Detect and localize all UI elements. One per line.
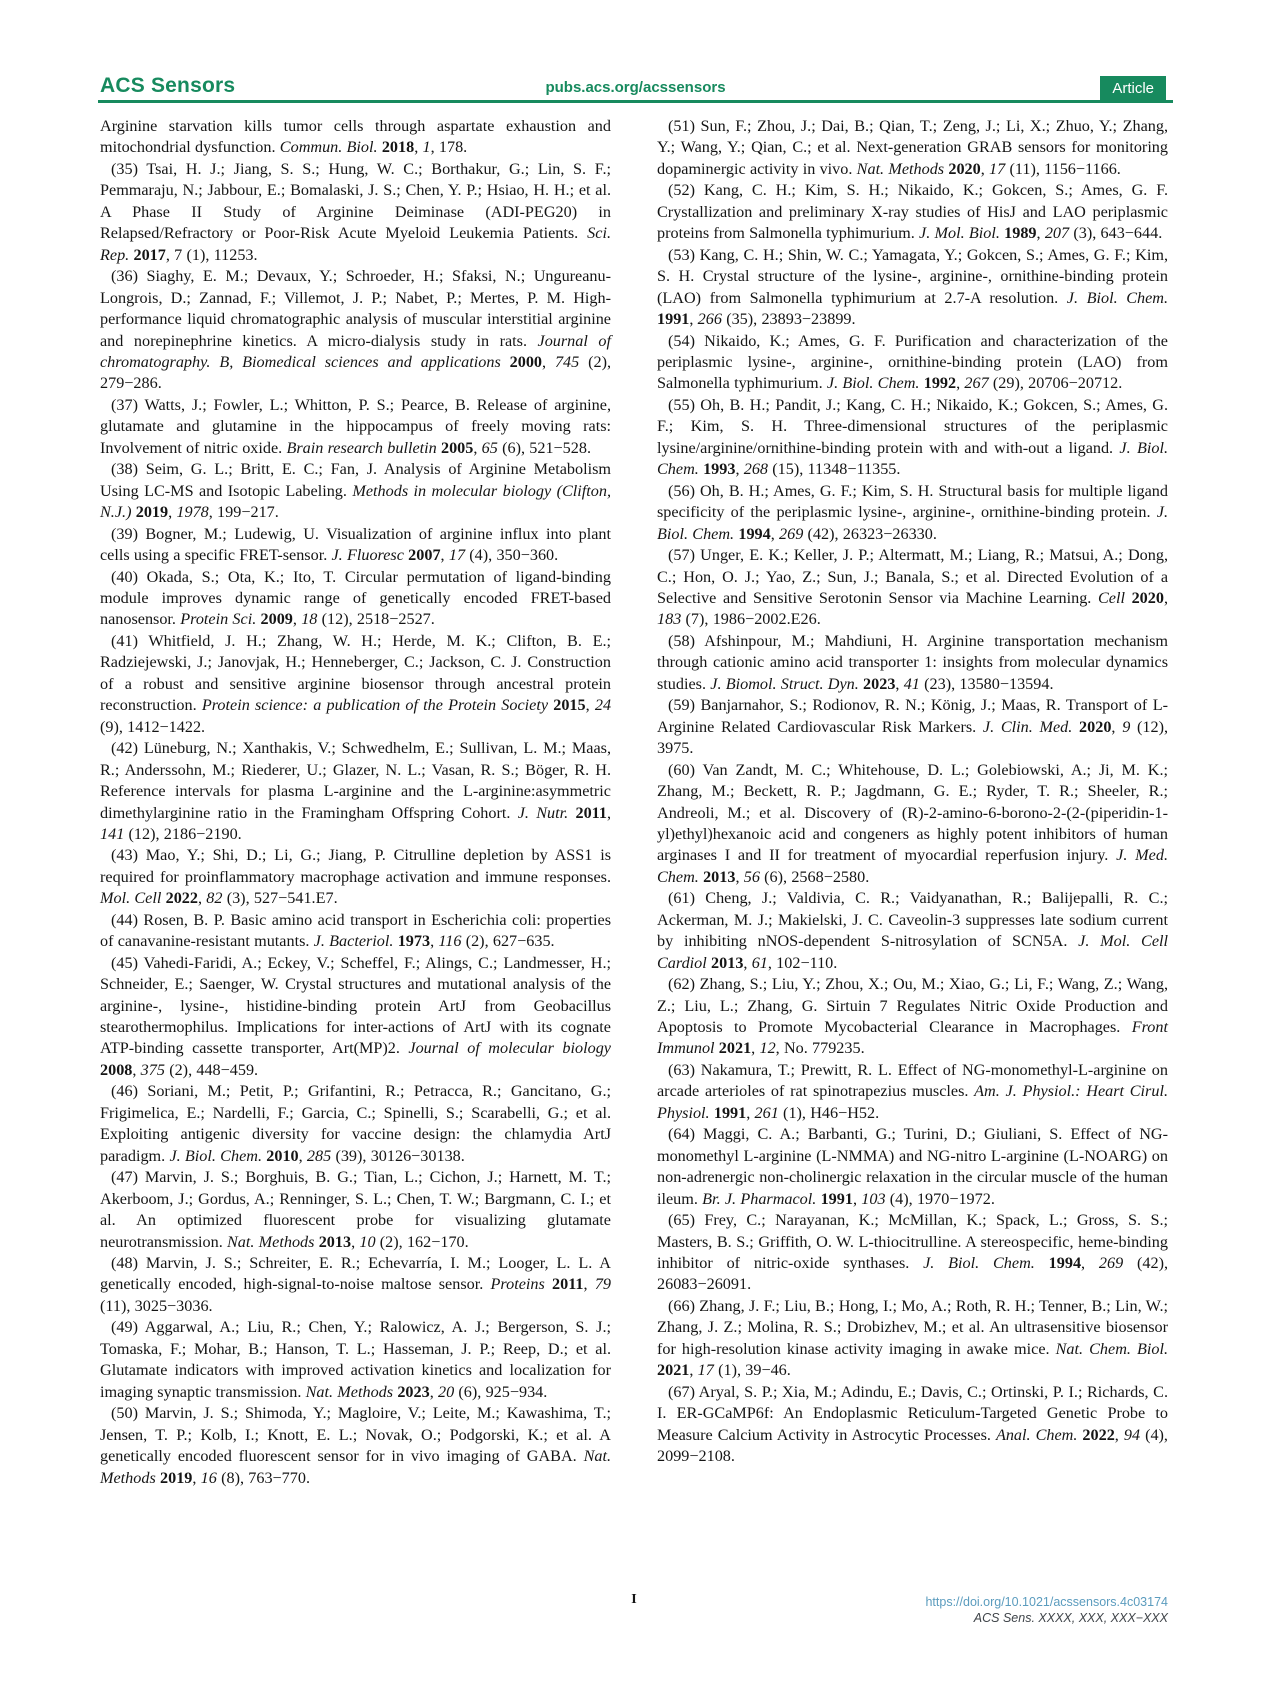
reference-entry: (62) Zhang, S.; Liu, Y.; Zhou, X.; Ou, M.; Xiao, G.; Li, F.; Wang, Z.; Wang, Z.; Liu, L.; Zhang, G. Sirtuin 7 Regulates Nitric Oxide Production and Apoptosis to Promote Mycobacterial Clearance in Macrophages. Front Immunol 2021, 12, No. 779235. — [657, 975, 1168, 1058]
references-column-right — [657, 116, 1168, 1489]
reference-entry: (52) Kang, C. H.; Kim, S. H.; Nikaido, K.; Gokcen, S.; Ames, G. F. Crystallization and preliminary X-ray studies of HisJ and LAO periplasmic proteins from Salmonella typhimurium. J. Mol. Biol. 1989, 207 (3), 643−644. — [657, 181, 1168, 243]
reference-entry: (51) Sun, F.; Zhou, J.; Dai, B.; Qian, T.; Zeng, J.; Li, X.; Zhuo, Y.; Zhang, Y.; Wang, Y.; Qian, C.; et al. Next-generation GRAB sensors for monitoring dopaminergic activity in vivo. Nat. Methods 2020, 17 (11), 1156−1166. — [657, 117, 1168, 178]
reference-entry: (44) Rosen, B. P. Basic amino acid transport in Escherichia coli: properties of canavanine-resistant mutants. J. Bacteriol. 1973, 116 (2), 627−635. — [100, 910, 611, 951]
reference-entry: (35) Tsai, H. J.; Jiang, S. S.; Hung, W. C.; Borthakur, G.; Lin, S. F.; Pemmaraju, N.; Jabbour, E.; Bomalaski, J. S.; Chen, Y. P.; Hsiao, H. H.; et al. A Phase II Study of Arginine Deiminase (ADI-PEG20) in Relapsed/Refractory or Poor-Risk Acute Myeloid Leukemia Patients. Sci. Rep. 2017, 7 (1), 11253. — [100, 159, 611, 264]
reference-entry: (57) Unger, E. K.; Keller, J. P.; Altermatt, M.; Liang, R.; Matsui, A.; Dong, C.; Hon, O. J.; Yao, Z.; Sun, J.; Banala, S.; et al. Directed Evolution of a Selective and Sensitive Serotonin Sensor via Machine Learning. Cell 2020, 183 (7), 1986−2002.E26. — [657, 546, 1168, 629]
reference-entry: (67) Aryal, S. P.; Xia, M.; Adindu, E.; Davis, C.; Ortinski, P. I.; Richards, C. I. ER-GCaMP6f: An Endoplasmic Reticulum-Targeted Genetic Probe to Measure Calcium Activity in Astrocytic Processes. Anal. Chem. 2022, 94 (4), 2099−2108. — [657, 1382, 1168, 1466]
reference-entry: (66) Zhang, J. F.; Liu, B.; Hong, I.; Mo, A.; Roth, R. H.; Tenner, B.; Lin, W.; Zhang, J. Z.; Molina, R. S.; Drobizhev, M.; et al. An ultrasensitive biosensor for high-resolution kinase activity imaging in awake mice. Nat. Chem. Biol. 2021, 17 (1), 39−46. — [657, 1296, 1169, 1380]
reference-entry: (54) Nikaido, K.; Ames, G. F. Purification and characterization of the periplasmic lysine-, arginine-, ornithine-binding protein (LAO) from Salmonella typhimurium. J. Biol. Chem. 1992, 267 (29), 20706−20712. — [657, 331, 1168, 393]
page-header — [98, 72, 1173, 102]
reference-entry: (46) Soriani, M.; Petit, P.; Grifantini, R.; Petracca, R.; Gancitano, G.; Frigimelica, E.; Nardelli, F.; Garcia, C.; Spinelli, S.; Scarabelli, G.; et al. Exploiting antigenic diversity for vaccine design: the chlamydia ArtJ paradigm. J. Biol. Chem. 2010, 285 (39), 30126−30138. — [100, 1082, 611, 1165]
journal-title: ACS Sensors — [100, 74, 236, 97]
references-column-left — [100, 116, 611, 1489]
article-type-badge: Article — [1100, 76, 1166, 102]
page-number: I — [631, 1592, 637, 1607]
reference-entry: (56) Oh, B. H.; Ames, G. F.; Kim, S. H. Structural basis for multiple ligand specificity of the periplasmic lysine-, arginine-, ornithine-binding protein. J. Biol. Chem. 1994, 269 (42), 26323−26330. — [657, 481, 1168, 543]
reference-entry: (63) Nakamura, T.; Prewitt, R. L. Effect of NG-monomethyl-L-arginine on arcade arterioles of rat spinotrapezius muscles. Am. J. Physiol.: Heart Cirul. Physiol. 1991, 261 (1), H46−H52. — [657, 1060, 1168, 1122]
reference-entry: (43) Mao, Y.; Shi, D.; Li, G.; Jiang, P. Citrulline depletion by ASS1 is required for proinflammatory macrophage activation and immune responses. Mol. Cell 2022, 82 (3), 527−541.E7. — [100, 846, 611, 908]
footer-meta — [925, 1594, 1168, 1626]
header-divider-rule — [98, 100, 1173, 103]
reference-entry: (64) Maggi, C. A.; Barbanti, G.; Turini, D.; Giuliani, S. Effect of NG-monomethyl L-arginine (L-NMMA) and NG-nitro L-arginine (L-NOARG) on non-adrenergic non-cholinergic relaxation in the circular muscle of the human ileum. Br. J. Pharmacol. 1991, 103 (4), 1970−1972. — [657, 1125, 1168, 1208]
doi-link[interactable]: https://doi.org/10.1021/acssensors.4c03174 — [925, 1595, 1168, 1609]
reference-entry: (41) Whitfield, J. H.; Zhang, W. H.; Herde, M. K.; Clifton, B. E.; Radziejewski, J.; Janovjak, H.; Henneberger, C.; Jackson, C. J. Construction of a robust and sensitive arginine biosensor through ancestral protein reconstruction. Protein science: a publication of the Protein Society 2015, 24 (9), 1412−1422. — [100, 631, 612, 736]
references-section — [100, 116, 1168, 1489]
reference-entry: (58) Afshinpour, M.; Mahdiuni, H. Arginine transportation mechanism through cationic amino acid transporter 1: insights from molecular dynamics studies. J. Biomol. Struct. Dyn. 2023, 41 (23), 13580−13594. — [657, 631, 1168, 693]
reference-entry: (59) Banjarnahor, S.; Rodionov, R. N.; König, J.; Maas, R. Transport of L-Arginine Related Cardiovascular Risk Markers. J. Clin. Med. 2020, 9 (12), 3975. — [657, 696, 1169, 758]
reference-entry: (40) Okada, S.; Ota, K.; Ito, T. Circular permutation of ligand-binding module improves dynamic range of genetically encoded FRET-based nanosensor. Protein Sci. 2009, 18 (12), 2518−2527. — [100, 567, 611, 629]
reference-entry: (36) Siaghy, E. M.; Devaux, Y.; Schroeder, H.; Sfaksi, N.; Ungureanu-Longrois, D.; Zannad, F.; Villemot, J. P.; Nabet, P.; Mertes, P. M. High-performance liquid chromatographic analysis of muscular interstitial arginine and norepinephrine kinetics. A micro-dialysis study in rats. Journal of chromatography. B, Biomedical sciences and applications 2000, 745 (2), 279−286. — [100, 267, 612, 393]
reference-entry: (39) Bogner, M.; Ludewig, U. Visualization of arginine influx into plant cells using a specific FRET-sensor. J. Fluoresc 2007, 17 (4), 350−360. — [100, 524, 611, 565]
reference-entry: (48) Marvin, J. S.; Schreiter, E. R.; Echevarría, I. M.; Looger, L. L. A genetically encoded, high-signal-to-noise maltose sensor. Proteins 2011, 79 (11), 3025−3036. — [100, 1254, 612, 1315]
reference-entry: (38) Seim, G. L.; Britt, E. C.; Fan, J. Analysis of Arginine Metabolism Using LC-MS and Isotopic Labeling. Methods in molecular biology (Clifton, N.J.) 2019, 1978, 199−217. — [100, 460, 612, 522]
reference-entry: (37) Watts, J.; Fowler, L.; Whitton, P. S.; Pearce, B. Release of arginine, glutamate and glutamine in the hippocampus of freely moving rats: Involvement of nitric oxide. Brain research bulletin 2005, 65 (6), 521−528. — [100, 395, 611, 457]
reference-entry: (42) Lüneburg, N.; Xanthakis, V.; Schwedhelm, E.; Sullivan, L. M.; Maas, R.; Anderssohn, M.; Riederer, U.; Glazer, N. L.; Vasan, R. S.; Böger, R. H. Reference intervals for plasma L-arginine and the L-arginine:asymmetric dimethylarginine ratio in the Framingham Offspring Cohort. J. Nutr. 2011, 141 (12), 2186−2190. — [100, 739, 611, 843]
reference-entry: (47) Marvin, J. S.; Borghuis, B. G.; Tian, L.; Cichon, J.; Harnett, M. T.; Akerboom, J.; Gordus, A.; Renninger, S. L.; Chen, T. W.; Bargmann, C. I.; et al. An optimized fluorescent probe for visualizing glutamate neurotransmission. Nat. Methods 2013, 10 (2), 162−170. — [100, 1168, 611, 1251]
reference-entry: (65) Frey, C.; Narayanan, K.; McMillan, K.; Spack, L.; Gross, S. S.; Masters, B. S.; Griffith, O. W. L-thiocitrulline. A stereospecific, heme-binding inhibitor of nitric-oxide synthases. J. Biol. Chem. 1994, 269 (42), 26083−26091. — [657, 1211, 1169, 1294]
journal-url-link[interactable]: pubs.acs.org/acssensors — [545, 79, 726, 96]
journal-citation: ACS Sens. XXXX, XXX, XXX−XXX — [973, 1611, 1168, 1625]
reference-entry: (60) Van Zandt, M. C.; Whitehouse, D. L.; Golebiowski, A.; Ji, M. K.; Zhang, M.; Beckett, R. P.; Jagdmann, G. E.; Ryder, T. R.; Sheeler, R.; Andreoli, M.; et al. Discovery of (R)-2-amino-6-borono-2-(2-(piperidin-1-yl)ethyl)hexanoic acid and congeners as highly potent inhibitors of human arginases I and II for treatment of myocardial reperfusion injury. J. Med. Chem. 2013, 56 (6), 2568−2580. — [657, 760, 1168, 886]
reference-entry: (45) Vahedi-Faridi, A.; Eckey, V.; Scheffel, F.; Alings, C.; Landmesser, H.; Schneider, E.; Saenger, W. Crystal structures and mutational analysis of the arginine-, lysine-, histidine-binding protein ArtJ from Geobacillus stearothermophilus. Implications for inter-actions of ArtJ with its cognate ATP-binding cassette transporter, Art(MP)2. Journal of molecular biology 2008, 375 (2), 448−459. — [100, 953, 611, 1079]
reference-entry: (49) Aggarwal, A.; Liu, R.; Chen, Y.; Ralowicz, A. J.; Bergerson, S. J.; Tomaska, F.; Mohar, B.; Hanson, T. L.; Hasseman, J. P.; Reep, D.; et al. Glutamate indicators with improved activation kinetics and localization for imaging synaptic transmission. Nat. Methods 2023, 20 (6), 925−934. — [100, 1318, 611, 1401]
reference-entry: (50) Marvin, J. S.; Shimoda, Y.; Magloire, V.; Leite, M.; Kawashima, T.; Jensen, T. P.; Kolb, I.; Knott, E. L.; Novak, O.; Podgorski, K.; et al. A genetically encoded fluorescent sensor for in vivo imaging of GABA. Nat. Methods 2019, 16 (8), 763−770. — [100, 1404, 611, 1487]
reference-entry: (53) Kang, C. H.; Shin, W. C.; Yamagata, Y.; Gokcen, S.; Ames, G. F.; Kim, S. H. Crystal structure of the lysine-, arginine-, ornithine-binding protein (LAO) from Salmonella typhimurium at 2.7-A resolution. J. Biol. Chem. 1991, 266 (35), 23893−23899. — [657, 245, 1169, 329]
reference-entry: (61) Cheng, J.; Valdivia, C. R.; Vaidyanathan, R.; Balijepalli, R. C.; Ackerman, M. J.; Makielski, J. C. Caveolin-3 suppresses late sodium current by inhibiting nNOS-dependent S-nitrosylation of SCN5A. J. Mol. Cell Cardiol 2013, 61, 102−110. — [657, 889, 1168, 972]
reference-entry: Arginine starvation kills tumor cells through aspartate exhaustion and mitochondrial dysfunction. Commun. Biol. 2018, 1, 178. — [100, 117, 611, 157]
reference-entry: (55) Oh, B. H.; Pandit, J.; Kang, C. H.; Nikaido, K.; Gokcen, S.; Ames, G. F.; Kim, S. H. Three-dimensional structures of the periplasmic lysine/arginine/ornithine-binding protein with and with-out a ligand. J. Biol. Chem. 1993, 268 (15), 11348−11355. — [657, 395, 1168, 479]
